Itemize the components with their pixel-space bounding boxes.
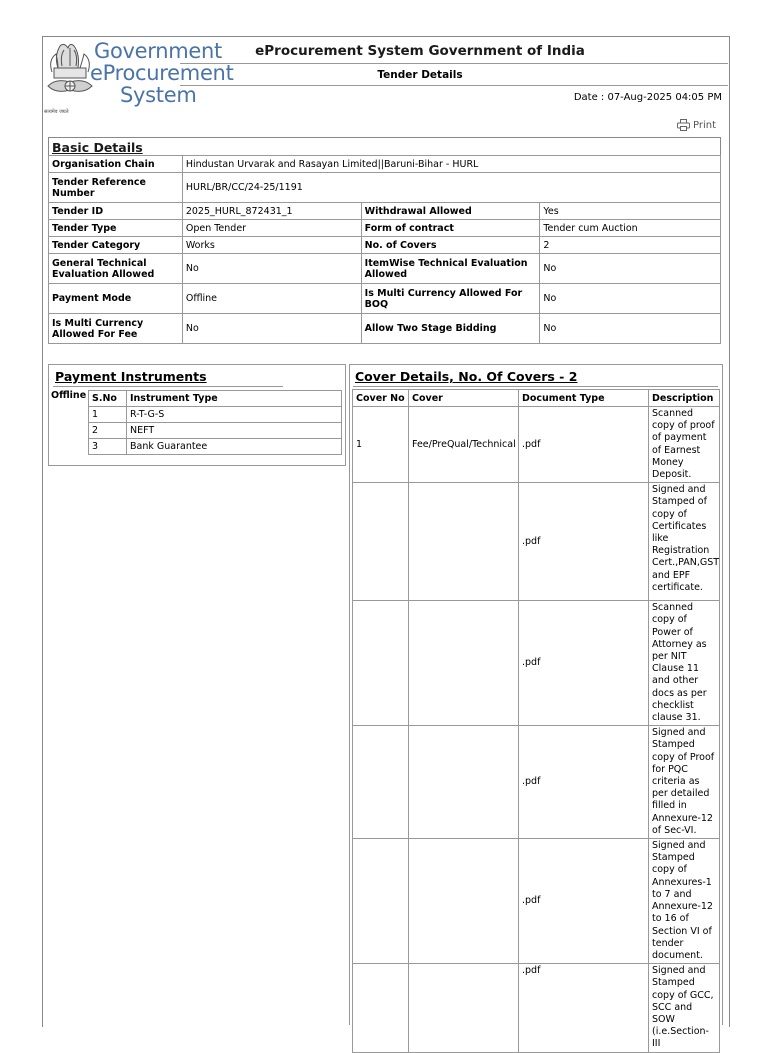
cover-table xyxy=(352,389,720,1053)
basic-details-title: Basic Details xyxy=(52,140,143,155)
instrument-type-cell: NEFT xyxy=(127,423,342,439)
detail-value: Works xyxy=(182,237,361,254)
empty-cell xyxy=(353,601,409,726)
instrument-type-cell: R-T-G-S xyxy=(127,407,342,423)
detail-label: Tender ID xyxy=(49,203,183,220)
detail-label: ItemWise Technical Evaluation Allowed xyxy=(361,254,540,284)
system-title: eProcurement System Government of India xyxy=(255,43,585,59)
doc-type-cell: .pdf xyxy=(519,726,649,839)
cover-details-panel xyxy=(349,364,723,1050)
organisation-chain-label: Organisation Chain xyxy=(49,156,183,173)
column-header: S.No xyxy=(89,391,127,407)
detail-label: No. of Covers xyxy=(361,237,540,254)
empty-cell xyxy=(409,483,519,601)
table-row xyxy=(89,423,342,439)
eprocurement-logo-text xyxy=(90,40,234,106)
description-cell: Signed and Stamped copy of GCC, SCC and SOW (i.e.Section-III xyxy=(649,964,720,1052)
empty-cell xyxy=(353,726,409,839)
table-row xyxy=(89,439,342,455)
column-header: Description xyxy=(649,390,720,407)
detail-value: No xyxy=(182,314,361,344)
description-cell: Signed and Stamped of copy of Certificates like Registration Cert.,PAN,GST and EPF certificate. xyxy=(649,483,720,601)
table-row xyxy=(353,726,720,839)
table-row xyxy=(89,407,342,423)
detail-label: Tender Type xyxy=(49,220,183,237)
doc-type-cell: .pdf xyxy=(519,839,649,964)
description-cell: Scanned copy of proof of payment of Earnest Money Deposit. xyxy=(649,407,720,483)
table-row xyxy=(353,839,720,964)
detail-label: General Technical Evaluation Allowed xyxy=(49,254,183,284)
table-row xyxy=(353,601,720,726)
logo-line-1: Government xyxy=(94,39,222,63)
empty-cell xyxy=(409,839,519,964)
sno-cell: 1 xyxy=(89,407,127,423)
instrument-type-cell: Bank Guarantee xyxy=(127,439,342,455)
detail-value: Yes xyxy=(540,203,721,220)
page-title: Tender Details xyxy=(377,69,463,81)
national-emblem-logo xyxy=(44,38,96,114)
printer-icon xyxy=(677,119,690,131)
tender-ref-label: Tender Reference Number xyxy=(49,173,183,203)
detail-label: Withdrawal Allowed xyxy=(361,203,540,220)
column-header: Cover No xyxy=(353,390,409,407)
detail-value: No xyxy=(540,284,721,314)
column-header: Document Type xyxy=(519,390,649,407)
detail-value: 2 xyxy=(540,237,721,254)
detail-label: Allow Two Stage Bidding xyxy=(361,314,540,344)
empty-cell xyxy=(353,483,409,601)
detail-value: Tender cum Auction xyxy=(540,220,721,237)
divider xyxy=(53,386,283,387)
doc-type-cell: .pdf xyxy=(519,964,649,1052)
divider xyxy=(180,63,728,64)
detail-value: No xyxy=(540,314,721,344)
divider xyxy=(180,85,728,86)
detail-label: Is Multi Currency Allowed For Fee xyxy=(49,314,183,344)
doc-type-cell: .pdf xyxy=(519,483,649,601)
detail-label: Payment Mode xyxy=(49,284,183,314)
empty-cell xyxy=(409,726,519,839)
cover-no-cell: 1 xyxy=(353,407,409,483)
print-link[interactable] xyxy=(677,119,716,131)
detail-value: Open Tender xyxy=(182,220,361,237)
print-label[interactable]: Print xyxy=(692,119,716,131)
tender-ref-value: HURL/BR/CC/24-25/1191 xyxy=(182,173,720,203)
payment-mode-label: Offline xyxy=(51,390,87,401)
empty-cell xyxy=(409,964,519,1052)
detail-value: No xyxy=(540,254,721,284)
description-cell: Signed and Stamped copy of Proof for PQC criteria as per detailed filled in Annexure-12 of Sec-VI. xyxy=(649,726,720,839)
doc-type-cell: .pdf xyxy=(519,601,649,726)
basic-details-table xyxy=(48,137,721,344)
description-cell: Scanned copy of Power of Attorney as per NIT Clause 11 and other docs as per checklist clause 31. xyxy=(649,601,720,726)
divider xyxy=(353,386,718,387)
organisation-chain-value: Hindustan Urvarak and Rasayan Limited||Baruni-Bihar - HURL xyxy=(182,156,720,173)
payment-instruments-panel xyxy=(48,364,346,466)
empty-cell xyxy=(353,964,409,1052)
detail-label: Tender Category xyxy=(49,237,183,254)
cover-name-cell: Fee/PreQual/Technical xyxy=(409,407,519,483)
cover-details-title: Cover Details, No. Of Covers - 2 xyxy=(355,369,578,384)
payment-instruments-title: Payment Instruments xyxy=(55,369,207,384)
table-row xyxy=(353,407,720,483)
column-header: Cover xyxy=(409,390,519,407)
logo-line-2: eProcurement xyxy=(90,61,234,85)
detail-label: Form of contract xyxy=(361,220,540,237)
logo-line-3: System xyxy=(120,83,197,107)
empty-cell xyxy=(353,839,409,964)
detail-value: 2025_HURL_872431_1 xyxy=(182,203,361,220)
emblem-caption: सत्यमेव जयते xyxy=(44,109,69,115)
sno-cell: 2 xyxy=(89,423,127,439)
column-header: Instrument Type xyxy=(127,391,342,407)
instrument-table xyxy=(88,390,342,455)
table-row xyxy=(353,483,720,601)
detail-value: Offline xyxy=(182,284,361,314)
date-stamp: Date : 07-Aug-2025 04:05 PM xyxy=(573,92,722,103)
sno-cell: 3 xyxy=(89,439,127,455)
description-cell: Signed and Stamped copy of Annexures-1 to 7 and Annexure-12 to 16 of Section VI of tender document. xyxy=(649,839,720,964)
detail-value: No xyxy=(182,254,361,284)
doc-type-cell: .pdf xyxy=(519,407,649,483)
detail-label: Is Multi Currency Allowed For BOQ xyxy=(361,284,540,314)
table-row xyxy=(353,964,720,1052)
empty-cell xyxy=(409,601,519,726)
